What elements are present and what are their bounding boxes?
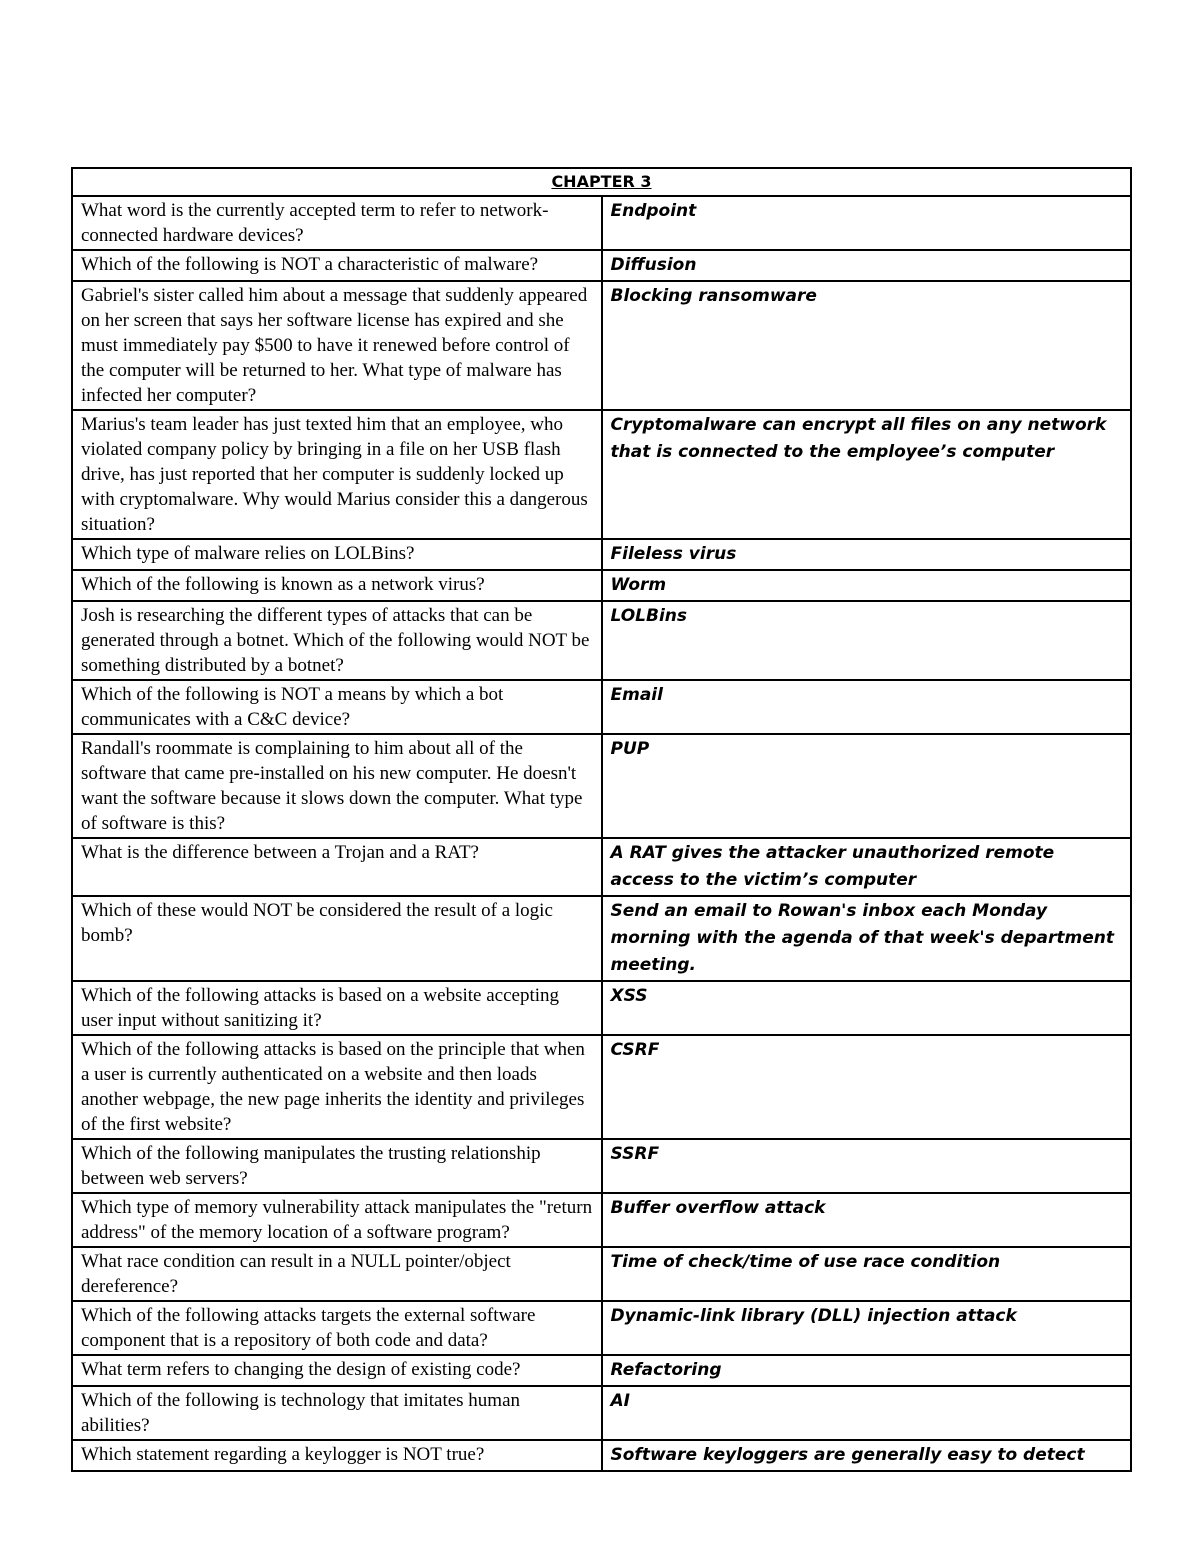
answer-cell: Send an email to Rowan's inbox each Monday morning with the agenda of that week's department meeting. [602, 896, 1132, 981]
question-cell: Marius's team leader has just texted him that an employee, who violated company policy by bringing in a file on her USB flash drive, has just reported that her computer is suddenly locked up with cryptomalware. Why would Marius consider this a dangerous situation? [72, 410, 602, 539]
question-cell: Which type of malware relies on LOLBins? [72, 539, 602, 570]
table-row [72, 601, 1131, 680]
question-cell: Which of these would NOT be considered the result of a logic bomb? [72, 896, 602, 981]
chapter-title: CHAPTER 3 [72, 168, 1131, 196]
table-row [72, 838, 1131, 896]
answer-cell: Diffusion [602, 250, 1132, 281]
answer-cell: A RAT gives the attacker unauthorized remote access to the victim’s computer [602, 838, 1132, 896]
table-row [72, 1386, 1131, 1440]
answer-cell: Email [602, 680, 1132, 734]
table-row [72, 680, 1131, 734]
document-page [71, 167, 1132, 1472]
answer-cell: Software keyloggers are generally easy to detect [602, 1440, 1132, 1471]
answer-cell: PUP [602, 734, 1132, 838]
question-cell: Which of the following attacks targets the external software component that is a repository of both code and data? [72, 1301, 602, 1355]
answer-cell: SSRF [602, 1139, 1132, 1193]
answer-cell: XSS [602, 981, 1132, 1035]
table-row [72, 410, 1131, 539]
header-row [72, 168, 1131, 196]
answer-cell: Endpoint [602, 196, 1132, 250]
answer-cell: Buffer overflow attack [602, 1193, 1132, 1247]
question-cell: Which of the following is NOT a characteristic of malware? [72, 250, 602, 281]
question-cell: What is the difference between a Trojan and a RAT? [72, 838, 602, 896]
table-row [72, 1301, 1131, 1355]
question-cell: What word is the currently accepted term to refer to network-connected hardware devices? [72, 196, 602, 250]
table-row [72, 196, 1131, 250]
question-cell: Randall's roommate is complaining to him about all of the software that came pre-installed on his new computer. He doesn't want the software because it slows down the computer. What type of software is this? [72, 734, 602, 838]
table-row [72, 981, 1131, 1035]
answer-cell: Time of check/time of use race condition [602, 1247, 1132, 1301]
question-cell: Which of the following is technology that imitates human abilities? [72, 1386, 602, 1440]
table-row [72, 539, 1131, 570]
answer-cell: Worm [602, 570, 1132, 601]
question-cell: What term refers to changing the design of existing code? [72, 1355, 602, 1386]
answer-cell: LOLBins [602, 601, 1132, 680]
answer-cell: Fileless virus [602, 539, 1132, 570]
answer-cell: Cryptomalware can encrypt all files on any network that is connected to the employee’s computer [602, 410, 1132, 539]
question-cell: Which type of memory vulnerability attack manipulates the "return address" of the memory location of a software program? [72, 1193, 602, 1247]
answer-cell: Blocking ransomware [602, 281, 1132, 410]
table-row [72, 1139, 1131, 1193]
question-cell: Josh is researching the different types of attacks that can be generated through a botnet. Which of the following would NOT be something distributed by a botnet? [72, 601, 602, 680]
table-row [72, 250, 1131, 281]
table-row [72, 896, 1131, 981]
answer-cell: CSRF [602, 1035, 1132, 1139]
qa-table [71, 167, 1132, 1472]
qa-table-body [72, 168, 1131, 1471]
answer-cell: AI [602, 1386, 1132, 1440]
table-row [72, 1193, 1131, 1247]
question-cell: Which of the following is known as a network virus? [72, 570, 602, 601]
question-cell: What race condition can result in a NULL pointer/object dereference? [72, 1247, 602, 1301]
question-cell: Which of the following attacks is based on the principle that when a user is currently authenticated on a website and then loads another webpage, the new page inherits the identity and privileges of the first website? [72, 1035, 602, 1139]
question-cell: Which of the following is NOT a means by which a bot communicates with a C&C device? [72, 680, 602, 734]
answer-cell: Refactoring [602, 1355, 1132, 1386]
table-row [72, 1355, 1131, 1386]
answer-cell: Dynamic-link library (DLL) injection attack [602, 1301, 1132, 1355]
question-cell: Which of the following attacks is based on a website accepting user input without sanitizing it? [72, 981, 602, 1035]
table-row [72, 281, 1131, 410]
table-row [72, 734, 1131, 838]
question-cell: Gabriel's sister called him about a message that suddenly appeared on her screen that says her software license has expired and she must immediately pay $500 to have it renewed before control of the computer will be returned to her. What type of malware has infected her computer? [72, 281, 602, 410]
table-row [72, 1247, 1131, 1301]
question-cell: Which statement regarding a keylogger is NOT true? [72, 1440, 602, 1471]
table-row [72, 1440, 1131, 1471]
table-row [72, 1035, 1131, 1139]
table-row [72, 570, 1131, 601]
question-cell: Which of the following manipulates the trusting relationship between web servers? [72, 1139, 602, 1193]
